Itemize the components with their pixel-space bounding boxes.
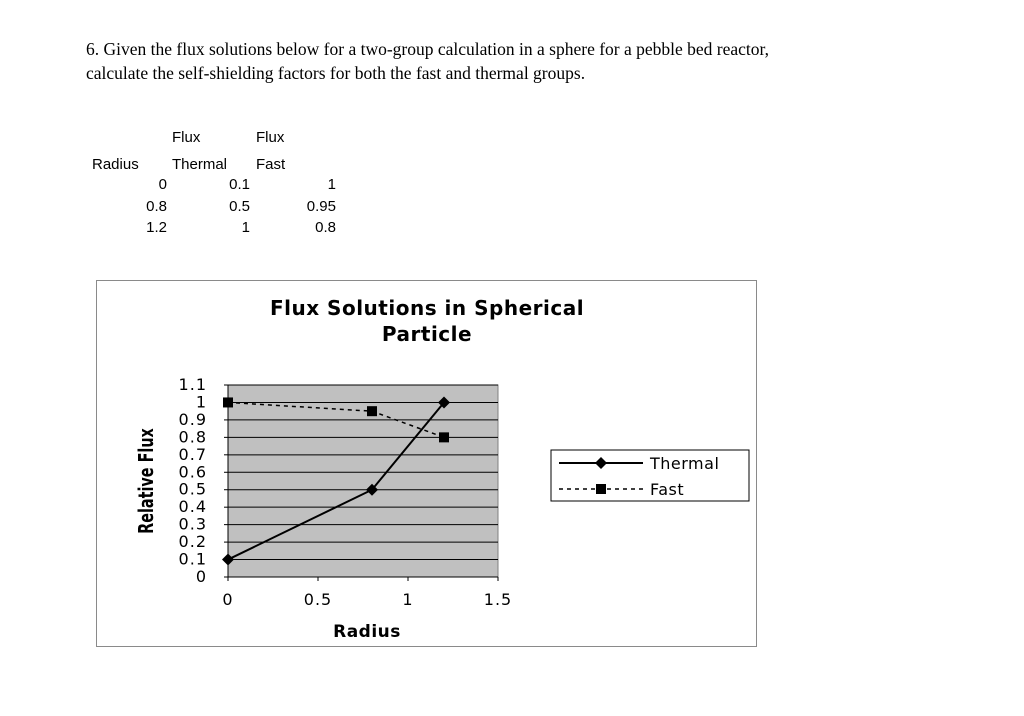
table-cell: 1 <box>327 176 336 193</box>
y-tick-label: 1 <box>195 392 207 412</box>
y-tick-label: 1.1 <box>178 375 207 394</box>
y-tick-label: 0.5 <box>178 479 207 499</box>
y-tick-label: 0.3 <box>178 514 207 534</box>
table-cell: 0 <box>158 176 167 193</box>
chart-title-line-1: Flux Solutions in Spherical <box>269 296 585 320</box>
y-tick-label: 0 <box>195 567 207 586</box>
fast-legend-label: Fast <box>650 480 685 499</box>
question-text <box>86 37 986 85</box>
chart-frame <box>96 280 757 647</box>
y-tick-label: 0.2 <box>178 532 207 552</box>
x-tick-label: 0.5 <box>303 590 333 609</box>
y-tick-label: 0.6 <box>178 462 207 482</box>
x-tick-label: 0 <box>222 590 234 609</box>
question-line-1: 6. Given the flux solutions below for a two-group calculation in a sphere for a pebble bed reactor, <box>86 39 770 59</box>
y-tick-label: 0.7 <box>178 444 207 464</box>
header-thermal: Thermal <box>172 156 228 173</box>
flux-chart <box>97 281 756 646</box>
y-tick-labels <box>179 375 228 586</box>
table-cell: 1 <box>241 219 250 236</box>
y-tick-label: 0.8 <box>178 427 207 447</box>
header-flux-fast: Flux <box>256 129 285 146</box>
x-tick-label: 1 <box>402 590 414 609</box>
plot-area <box>228 385 498 577</box>
header-flux-thermal: Flux <box>172 129 201 146</box>
table-cell: 1.2 <box>146 219 167 236</box>
y-tick-label: 0.4 <box>178 497 207 517</box>
question-line-2: calculate the self-shielding factors for both the fast and thermal groups. <box>86 63 586 83</box>
thermal-legend-label: Thermal <box>650 454 720 473</box>
y-tick-label: 0.9 <box>178 409 207 429</box>
header-radius: Radius <box>92 156 139 173</box>
header-fast: Fast <box>256 156 286 173</box>
x-tick-labels <box>222 577 512 609</box>
table-cell: 0.95 <box>306 198 336 215</box>
fast-data-point <box>367 406 377 416</box>
x-tick-label: 1.5 <box>483 590 513 609</box>
table-cell: 0.5 <box>229 198 250 215</box>
table-cell: 0.1 <box>229 176 250 193</box>
y-axis-label: Relative Flux <box>135 428 159 534</box>
x-axis-label: Radius <box>333 622 401 642</box>
table-cell: 0.8 <box>315 219 336 236</box>
fast-data-point <box>223 397 233 407</box>
chart-title-line-2: Particle <box>381 322 473 346</box>
y-tick-label: 0.1 <box>178 549 207 569</box>
fast-legend-marker <box>596 484 606 494</box>
fast-data-point <box>439 432 449 442</box>
table-cell: 0.8 <box>146 198 167 215</box>
